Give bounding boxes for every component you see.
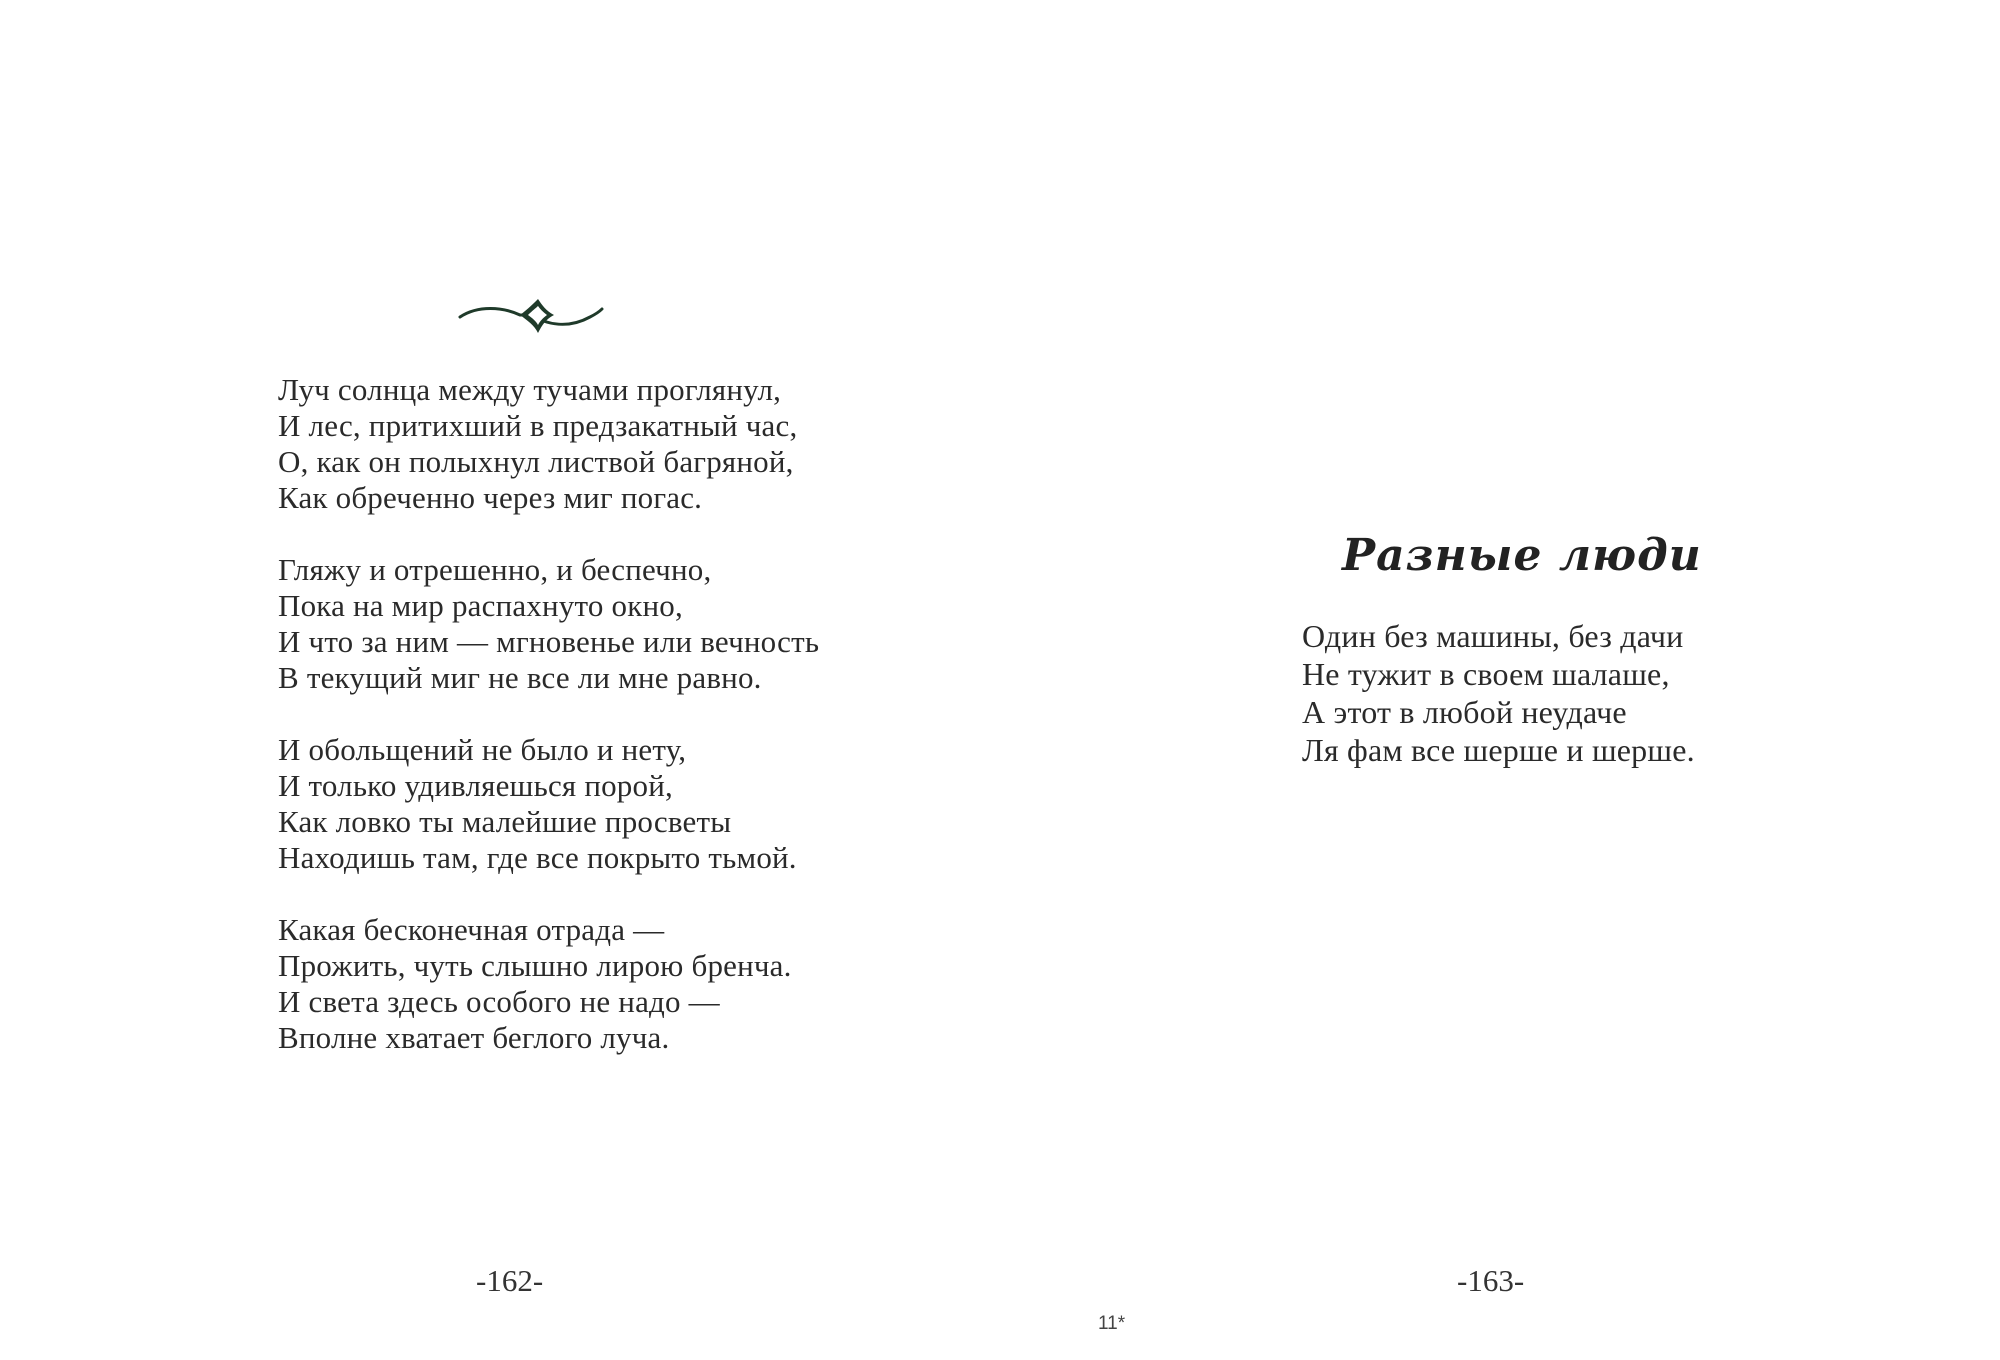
poem-line: И света здесь особого не надо — — [278, 984, 720, 1019]
poem-line: И что за ним — мгновенье или вечность — [278, 624, 820, 659]
poem-line: Гляжу и отрешенно, и беспечно, — [278, 552, 712, 587]
poem-line: А этот в любой неудаче — [1302, 694, 1627, 730]
poem-line: И лес, притихший в предзакатный час, — [278, 408, 798, 443]
stanza — [1302, 617, 1942, 769]
poem-line: Вполне хватает беглого луча. — [278, 1020, 670, 1055]
poem-line: О, как он полыхнул листвой багряной, — [278, 444, 794, 479]
poem-title: Разные люди — [1342, 530, 1702, 581]
stanza — [278, 912, 918, 1056]
poem-line: Луч солнца между тучами проглянул, — [278, 372, 782, 407]
stanza — [278, 552, 918, 696]
poem-line: Находишь там, где все покрыто тьмой. — [278, 840, 797, 875]
flourish-ornament-icon — [458, 295, 604, 339]
left-poem — [278, 372, 918, 1056]
poem-line: И только удивляешься порой, — [278, 768, 673, 803]
poem-line: Пока на мир распахнуто окно, — [278, 588, 683, 623]
poem-line: Один без машины, без дачи — [1302, 618, 1684, 654]
right-poem — [1302, 617, 1942, 769]
stanza — [278, 732, 918, 876]
page-number-right: -163- — [1457, 1263, 1525, 1298]
poem-line: Ля фам все шерше и шерше. — [1302, 732, 1695, 768]
poem-line: И обольщений не было и нету, — [278, 732, 687, 767]
signature-mark: 11* — [1098, 1313, 1126, 1334]
poem-line: Не тужит в своем шалаше, — [1302, 656, 1670, 692]
poem-line: Прожить, чуть слышно лирою бренча. — [278, 948, 792, 983]
stanza — [278, 372, 918, 516]
right-page — [1000, 0, 2000, 1360]
page-number-left: -162- — [476, 1263, 544, 1298]
poem-line: Как обреченно через миг погас. — [278, 480, 703, 515]
poem-line: Как ловко ты малейшие просветы — [278, 804, 732, 839]
poem-line: В текущий миг не все ли мне равно. — [278, 660, 762, 695]
poem-line: Какая бесконечная отрада — — [278, 912, 665, 947]
